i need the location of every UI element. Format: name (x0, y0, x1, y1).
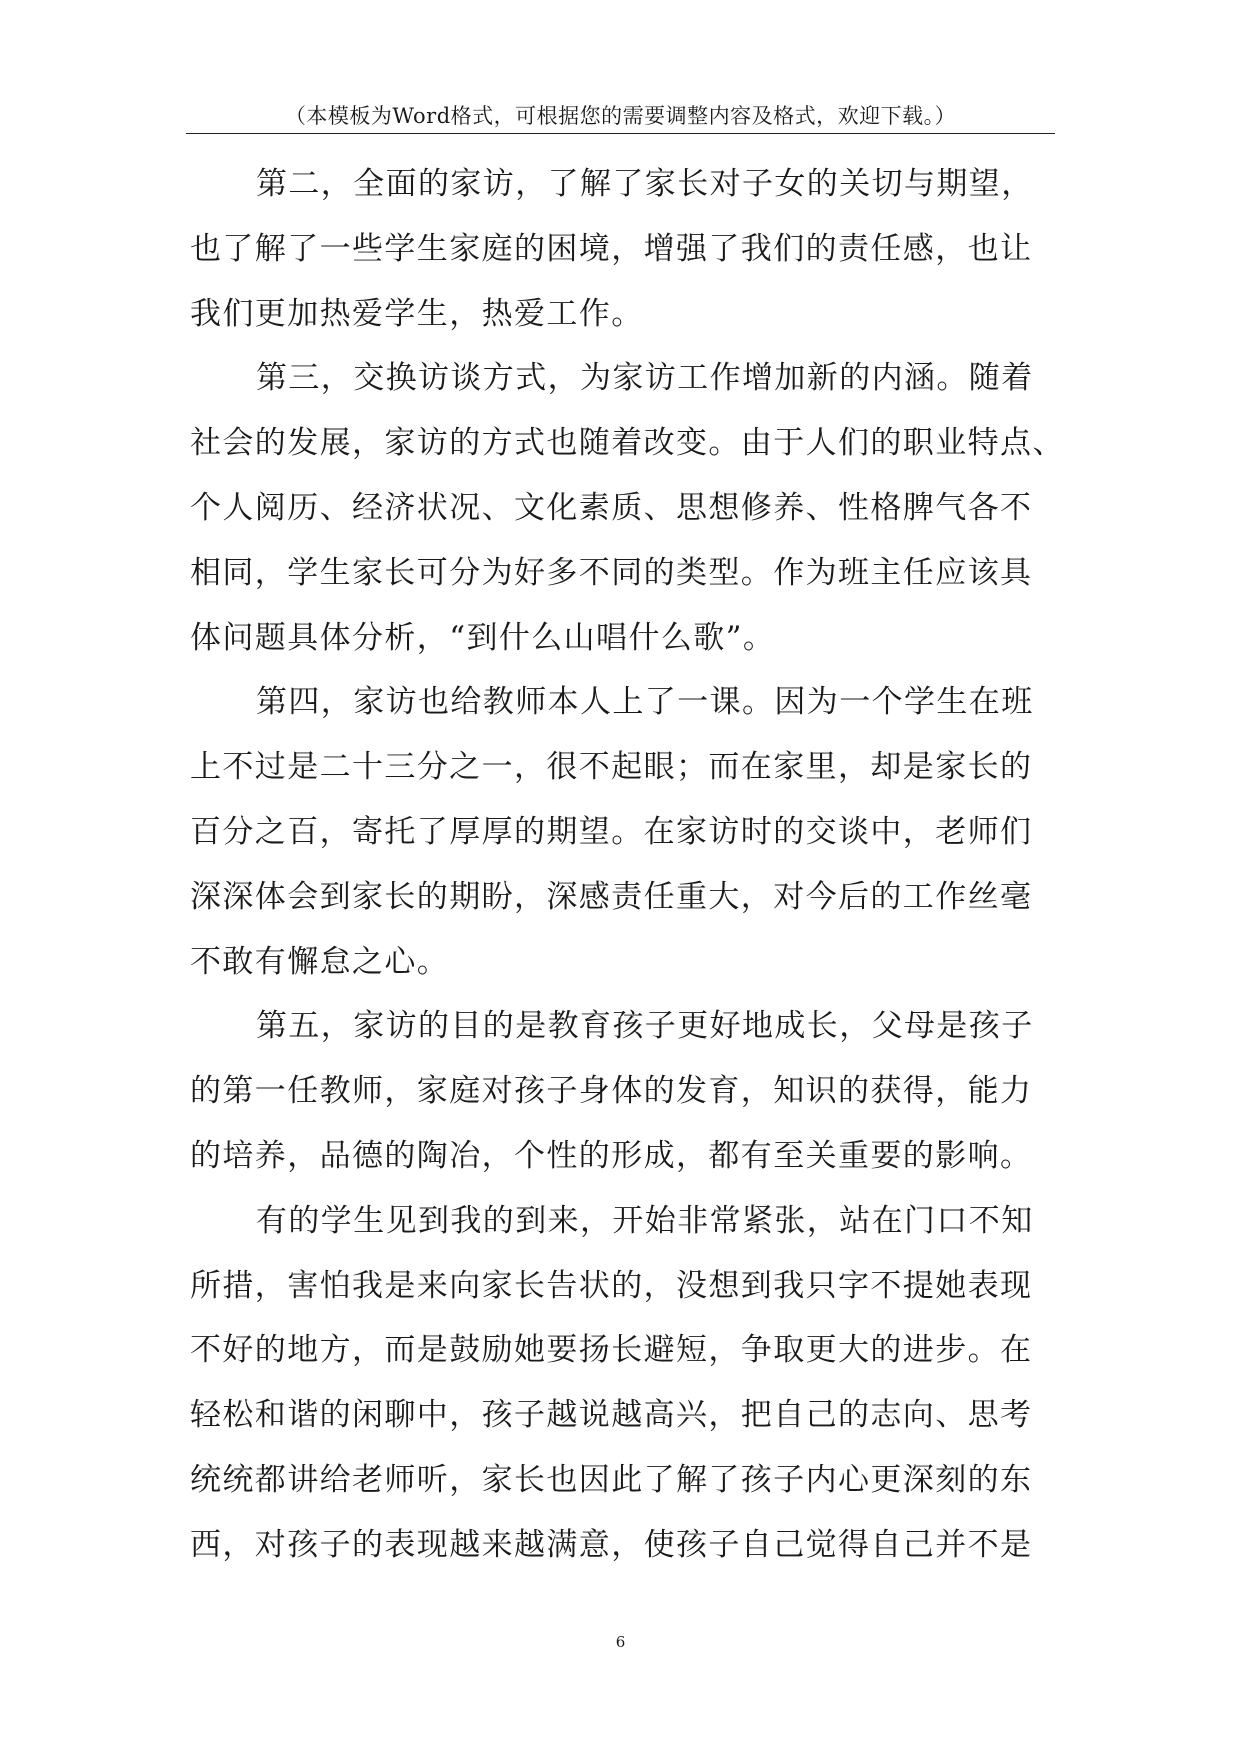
text-line: 百分之百，寄托了厚厚的期望。在家访时的交谈中，老师们 (190, 813, 1033, 850)
text-line: 轻松和谐的闲聊中，孩子越说越高兴，把自己的志向、思考 (190, 1397, 1033, 1434)
page-header: （本模板为Word格式，可根据您的需要调整内容及格式，欢迎下载。） (284, 104, 957, 128)
document-body (190, 152, 1070, 1578)
text-line: 社会的发展，家访的方式也随着改变。由于人们的职业特点、 (190, 425, 1065, 462)
text-line: 所措，害怕我是来向家长告状的，没想到我只字不提她表现 (190, 1267, 1033, 1304)
text-line: 个人阅历、经济状况、文化素质、思想修养、性格脾气各不 (190, 489, 1033, 526)
text-line: 第四，家访也给教师本人上了一课。因为一个学生在班 (256, 684, 1034, 721)
text-line: 相同，学生家长可分为好多不同的类型。作为班主任应该具 (190, 554, 1033, 591)
text-line: 第五，家访的目的是教育孩子更好地成长，父母是孩子 (256, 1008, 1034, 1045)
text-line: 上不过是二十三分之一，很不起眼；而在家里，却是家长的 (190, 749, 1033, 786)
text-line: 的培养，品德的陶冶，个性的形成，都有至关重要的影响。 (190, 1137, 1033, 1174)
header-divider (186, 133, 1055, 134)
page-number: 6 (615, 1633, 626, 1651)
text-line: 西，对孩子的表现越来越满意，使孩子自己觉得自己并不是 (190, 1526, 1033, 1563)
text-line: 我们更加热爱学生，热爱工作。 (190, 295, 644, 332)
text-line: 体问题具体分析，“到什么山唱什么歌”。 (190, 619, 776, 656)
text-line: 深深体会到家长的期盼，深感责任重大，对今后的工作丝毫 (190, 878, 1033, 915)
text-line: 也了解了一些学生家庭的困境，增强了我们的责任感，也让 (190, 230, 1033, 267)
text-line: 不好的地方，而是鼓励她要扬长避短，争取更大的进步。在 (190, 1332, 1033, 1369)
text-line: 第二，全面的家访，了解了家长对子女的关切与期望， (256, 166, 1034, 202)
text-line: 第三，交换访谈方式，为家访工作增加新的内涵。随着 (256, 360, 1034, 397)
text-line: 有的学生见到我的到来，开始非常紧张，站在门口不知 (256, 1202, 1034, 1239)
text-line: 的第一任教师，家庭对孩子身体的发育，知识的获得，能力 (190, 1073, 1033, 1110)
text-line: 统统都讲给老师听，家长也因此了解了孩子内心更深刻的东 (190, 1461, 1033, 1498)
text-line: 不敢有懈怠之心。 (190, 943, 450, 980)
